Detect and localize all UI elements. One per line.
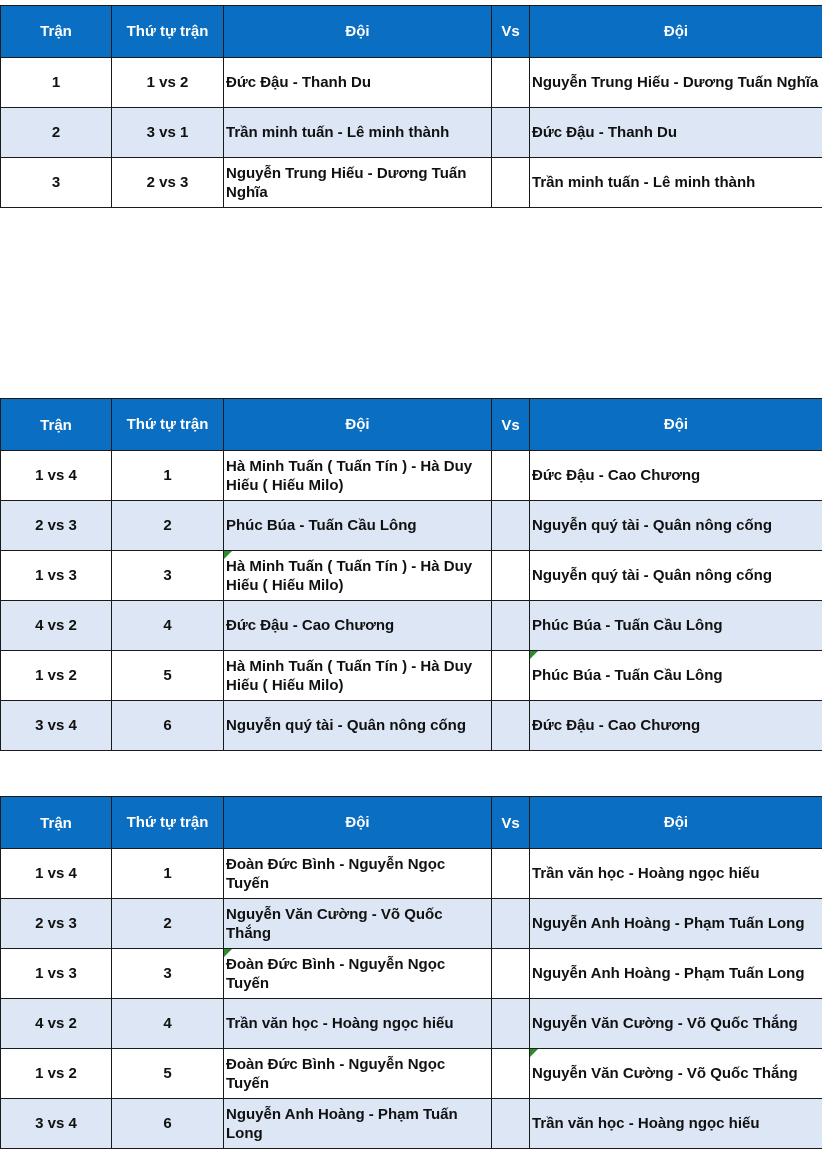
vs-cell: [492, 949, 530, 999]
schedule-table-1: [0, 5, 822, 208]
vs-cell: [492, 108, 530, 158]
header-vs: Vs: [492, 797, 530, 849]
vs-cell: [492, 158, 530, 208]
match-cell: 2 vs 3: [1, 899, 112, 949]
table-row: [1, 601, 822, 651]
header-vs: Vs: [492, 6, 530, 58]
team1-cell: Đức Đậu - Cao Chương: [224, 601, 492, 651]
vs-cell: [492, 651, 530, 701]
match-cell: 1 vs 2: [1, 1049, 112, 1099]
header-doi-2: Đội: [530, 797, 822, 849]
match-cell: 2 vs 3: [1, 501, 112, 551]
header-row: [1, 399, 822, 451]
match-cell: 1 vs 4: [1, 451, 112, 501]
team1-cell: Nguyễn Văn Cường - Võ Quốc Thắng: [224, 899, 492, 949]
table-row: [1, 1049, 822, 1099]
vs-cell: [492, 1049, 530, 1099]
comment-marker-icon: [224, 949, 232, 957]
header-doi-1: Đội: [224, 797, 492, 849]
table-row: [1, 1099, 822, 1149]
header-doi-2: Đội: [530, 6, 822, 58]
table-row: [1, 949, 822, 999]
vs-cell: [492, 551, 530, 601]
table-row: [1, 108, 822, 158]
order-cell: 4: [112, 601, 224, 651]
match-cell: 1 vs 3: [1, 949, 112, 999]
vs-cell: [492, 58, 530, 108]
team2-cell: Trần minh tuấn - Lê minh thành: [530, 158, 822, 208]
order-cell: 6: [112, 701, 224, 751]
header-tran: Trận: [1, 797, 112, 849]
header-doi-1: Đội: [224, 6, 492, 58]
header-doi-2: Đội: [530, 399, 822, 451]
team1-cell: Phúc Búa - Tuấn Cầu Lông: [224, 501, 492, 551]
match-cell: 4 vs 2: [1, 999, 112, 1049]
vs-cell: [492, 701, 530, 751]
order-cell: 6: [112, 1099, 224, 1149]
header-row: [1, 6, 822, 58]
header-vs: Vs: [492, 399, 530, 451]
order-cell: 1 vs 2: [112, 58, 224, 108]
table-row: [1, 551, 822, 601]
header-row: [1, 797, 822, 849]
team2-cell: Nguyễn quý tài - Quân nông cống: [530, 501, 822, 551]
table-row: [1, 501, 822, 551]
header-thu-tu-tran: Thứ tự trận: [112, 399, 224, 451]
team2-cell: Nguyễn Anh Hoàng - Phạm Tuấn Long: [530, 949, 822, 999]
comment-marker-icon: [224, 551, 232, 559]
match-cell: 1 vs 4: [1, 849, 112, 899]
team1-cell: Đoàn Đức Bình - Nguyễn Ngọc Tuyến: [224, 1049, 492, 1099]
team1-text: Hà Minh Tuấn ( Tuấn Tín ) - Hà Duy Hiếu ( Hiếu Milo): [226, 558, 472, 594]
order-cell: 4: [112, 999, 224, 1049]
order-cell: 1: [112, 849, 224, 899]
table-row: [1, 651, 822, 701]
team2-text: Phúc Búa - Tuấn Cầu Lông: [532, 667, 723, 684]
team2-cell: Phúc Búa - Tuấn Cầu Lông: [530, 601, 822, 651]
team2-cell: [530, 651, 822, 701]
vs-cell: [492, 849, 530, 899]
match-cell: 3 vs 4: [1, 1099, 112, 1149]
team1-cell: Đoàn Đức Bình - Nguyễn Ngọc Tuyến: [224, 849, 492, 899]
vs-cell: [492, 999, 530, 1049]
order-cell: 3: [112, 551, 224, 601]
order-cell: 5: [112, 1049, 224, 1099]
order-cell: 5: [112, 651, 224, 701]
team1-cell: Đức Đậu - Thanh Du: [224, 58, 492, 108]
table-row: [1, 899, 822, 949]
order-cell: 3: [112, 949, 224, 999]
team2-cell: Nguyễn Anh Hoàng - Phạm Tuấn Long: [530, 899, 822, 949]
vs-cell: [492, 1099, 530, 1149]
vs-cell: [492, 601, 530, 651]
header-tran: Trận: [1, 399, 112, 451]
match-cell: 4 vs 2: [1, 601, 112, 651]
header-thu-tu-tran: Thứ tự trận: [112, 797, 224, 849]
table-row: [1, 849, 822, 899]
team2-cell: [530, 1049, 822, 1099]
team2-cell: Nguyễn Văn Cường - Võ Quốc Thắng: [530, 999, 822, 1049]
match-cell: 2: [1, 108, 112, 158]
match-cell: 3: [1, 158, 112, 208]
team1-cell: Trần minh tuấn - Lê minh thành: [224, 108, 492, 158]
team2-cell: Trần văn học - Hoàng ngọc hiếu: [530, 849, 822, 899]
team2-text: Nguyễn Văn Cường - Võ Quốc Thắng: [532, 1065, 798, 1082]
team1-cell: Nguyễn Trung Hiếu - Dương Tuấn Nghĩa: [224, 158, 492, 208]
vs-cell: [492, 501, 530, 551]
order-cell: 3 vs 1: [112, 108, 224, 158]
table-row: [1, 451, 822, 501]
team2-cell: Đức Đậu - Thanh Du: [530, 108, 822, 158]
team1-cell: Hà Minh Tuấn ( Tuấn Tín ) - Hà Duy Hiếu ( Hiếu Milo): [224, 651, 492, 701]
comment-marker-icon: [530, 1049, 538, 1057]
header-tran: Trận: [1, 6, 112, 58]
match-cell: 1 vs 2: [1, 651, 112, 701]
team2-cell: Đức Đậu - Cao Chương: [530, 701, 822, 751]
header-doi-1: Đội: [224, 399, 492, 451]
match-cell: 1: [1, 58, 112, 108]
team1-cell: Nguyễn quý tài - Quân nông cống: [224, 701, 492, 751]
comment-marker-icon: [530, 651, 538, 659]
team2-cell: Nguyễn quý tài - Quân nông cống: [530, 551, 822, 601]
table-row: [1, 58, 822, 108]
match-cell: 3 vs 4: [1, 701, 112, 751]
table-row: [1, 999, 822, 1049]
team1-cell: Trần văn học - Hoàng ngọc hiếu: [224, 999, 492, 1049]
team1-text: Đoàn Đức Bình - Nguyễn Ngọc Tuyến: [226, 956, 445, 992]
match-cell: 1 vs 3: [1, 551, 112, 601]
team2-cell: Trần văn học - Hoàng ngọc hiếu: [530, 1099, 822, 1149]
order-cell: 2: [112, 899, 224, 949]
team1-cell: [224, 949, 492, 999]
team1-cell: Hà Minh Tuấn ( Tuấn Tín ) - Hà Duy Hiếu ( Hiếu Milo): [224, 451, 492, 501]
table-row: [1, 158, 822, 208]
header-thu-tu-tran: Thứ tự trận: [112, 6, 224, 58]
schedule-table-2: [0, 398, 822, 751]
schedule-table-3: [0, 796, 822, 1149]
order-cell: 1: [112, 451, 224, 501]
order-cell: 2: [112, 501, 224, 551]
table-row: [1, 701, 822, 751]
team2-cell: Nguyễn Trung Hiếu - Dương Tuấn Nghĩa: [530, 58, 822, 108]
vs-cell: [492, 899, 530, 949]
vs-cell: [492, 451, 530, 501]
team2-cell: Đức Đậu - Cao Chương: [530, 451, 822, 501]
team1-cell: Nguyễn Anh Hoàng - Phạm Tuấn Long: [224, 1099, 492, 1149]
team1-cell: [224, 551, 492, 601]
order-cell: 2 vs 3: [112, 158, 224, 208]
